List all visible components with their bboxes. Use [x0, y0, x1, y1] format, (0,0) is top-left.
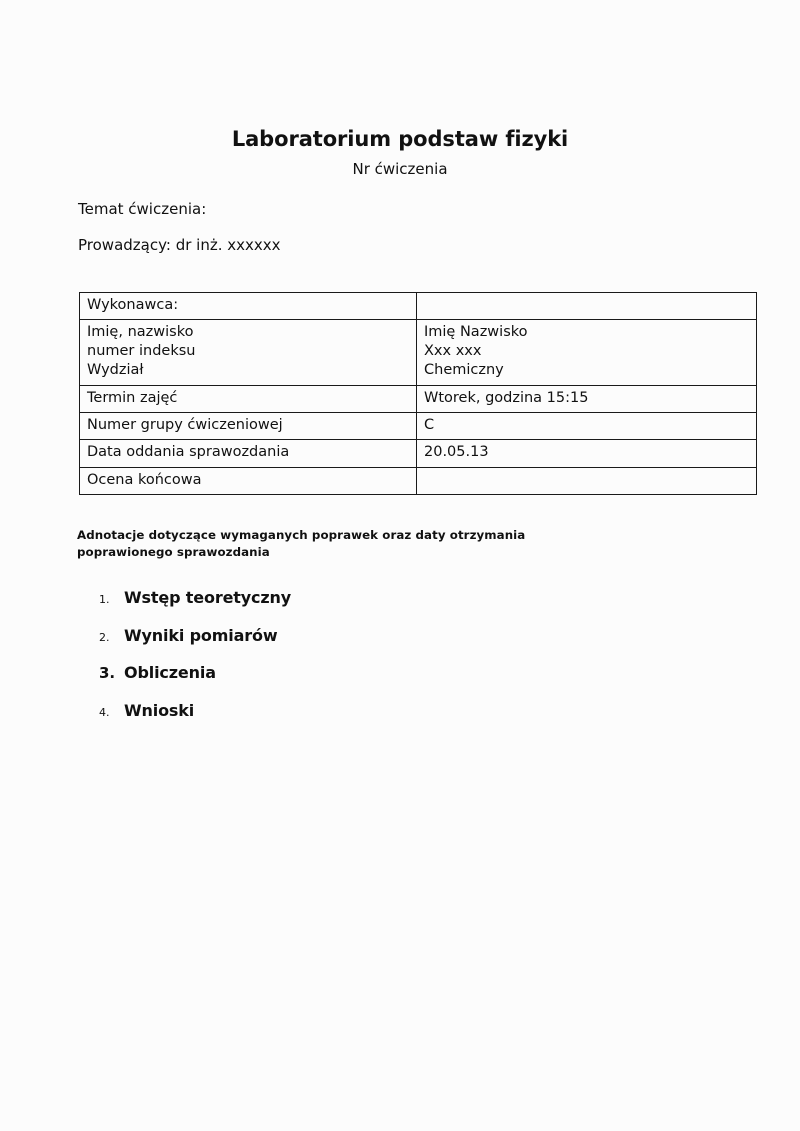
list-item — [0, 701, 800, 739]
table-cell-line: Imię Nazwisko — [424, 324, 528, 341]
table-cell-value — [417, 467, 757, 494]
table-row — [80, 293, 757, 320]
table-row — [80, 386, 757, 413]
page-title: Laboratorium podstaw fizyki — [231, 127, 569, 152]
table-cell-label: Wykonawca: — [80, 293, 417, 320]
list-item — [0, 626, 800, 664]
table-cell-line: Chemiczny — [424, 362, 504, 379]
list-item-label: Obliczenia — [124, 663, 216, 682]
table-cell-value — [417, 293, 757, 320]
table-cell-line: Wydział — [87, 362, 144, 379]
list-item-label: Wnioski — [124, 700, 195, 720]
table-row — [80, 467, 757, 494]
table-row — [80, 440, 757, 467]
list-item-label: Wyniki pomiarów — [124, 625, 278, 645]
table-cell-line: numer indeksu — [87, 343, 196, 360]
list-item-number: 4. — [99, 705, 110, 719]
list-item — [0, 588, 800, 626]
report-sections-list — [0, 588, 800, 738]
table-cell-label: Data oddania sprawozdania — [80, 440, 417, 467]
table-cell-line: Imię, nazwisko — [87, 324, 194, 341]
annotation-line: poprawionego sprawozdania — [77, 544, 270, 559]
table-row — [80, 320, 757, 386]
table-row — [80, 413, 757, 440]
table-cell-label — [80, 320, 417, 386]
annotation-line: Adnotacje dotyczące wymaganych poprawek oraz daty otrzymania — [77, 528, 526, 542]
table-cell-value: C — [417, 413, 757, 440]
table-cell-value: 20.05.13 — [417, 440, 757, 467]
list-item-number: 2. — [99, 630, 110, 644]
table-cell-label: Numer grupy ćwiczeniowej — [80, 413, 417, 440]
list-item-number: 3. — [99, 664, 116, 682]
exercise-number-label: Nr ćwiczenia — [352, 160, 448, 178]
list-item-number: 1. — [99, 593, 110, 606]
table-cell-value — [417, 320, 757, 386]
table-cell-label: Ocena końcowa — [80, 467, 417, 494]
table-cell-label: Termin zajęć — [80, 386, 417, 413]
exercise-topic-label: Temat ćwiczenia: — [78, 200, 207, 218]
corrections-annotation — [77, 527, 637, 561]
table-cell-line: Xxx xxx — [424, 343, 482, 360]
list-item — [0, 663, 800, 701]
report-info-table — [79, 292, 757, 495]
instructor-label: Prowadzący: dr inż. xxxxxx — [78, 236, 281, 254]
list-item-label: Wstęp teoretyczny — [124, 588, 292, 607]
table-cell-value: Wtorek, godzina 15:15 — [417, 386, 757, 413]
